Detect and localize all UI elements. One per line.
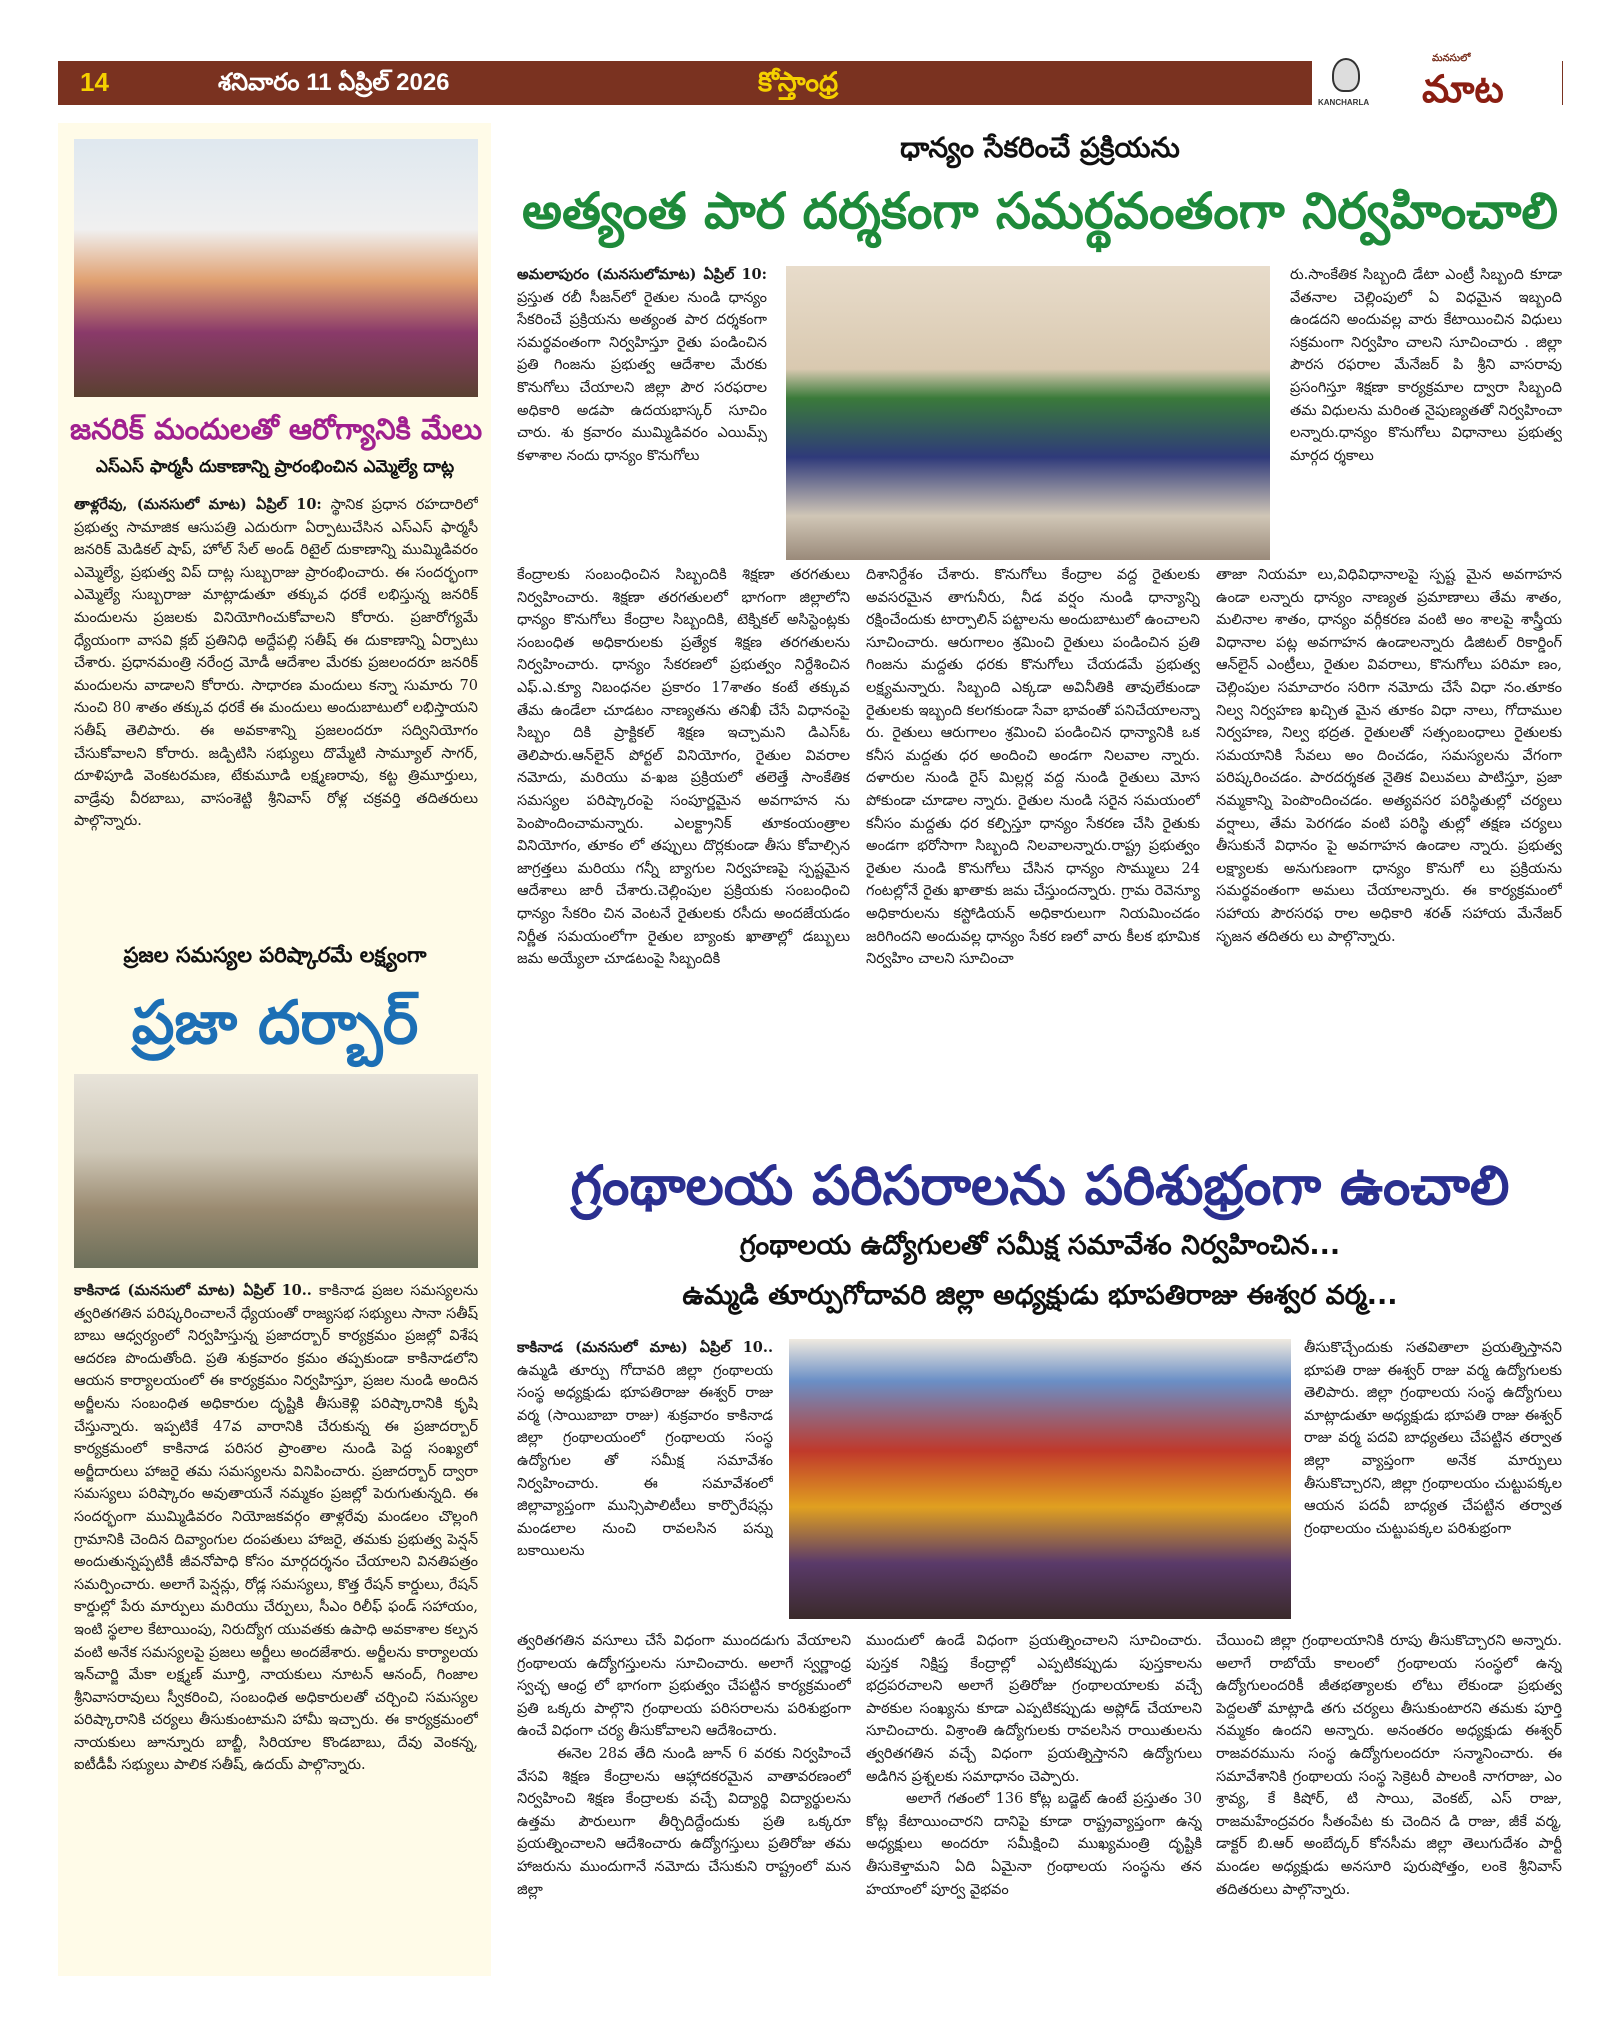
library-felicitation-photo	[789, 1339, 1291, 1619]
grain-col3-bottom: తాజా నియమా లు,విధివిధానాలపై స్పష్ట మైన అవగాహన ఉండా లన్నారు ధాన్యం నాణ్యత ప్రమాణాలు తేమ శాతం, మలినాల శాతం, ధాన్యం వర్గీకరణ వంటి అం శాలపై శాస్త్రీయ విధానాల పట్ల అవగాహన ఉండాలన్నారు డిజిటల్ రికార్డింగ్ ఆన్‌లైన్ ఎంట్రీలు, రైతుల వివరాలు, కొనుగోలు పరిమా ణం, చెల్లింపుల సమాచారం సరిగా నమోదు చేసే విధా నం.తూకం నిల్వ నిర్వహణ ఖచ్చిత మైన తూకం విధా నాలు, గోదాముల నిర్వహణ, నిల్వ భద్రత. రైతులతో సత్సంబంధాలు రైతులకు సమయానికి సేవలు అం దించడం, సమస్యలను వేగంగా పరిష్కరించడం. పారదర్శకత నైతిక విలువలు పాటిస్తూ, ప్రజా నమ్మకాన్ని పెంపొందించడం. అత్యవసర పరిస్థితుల్లో చర్యలు వర్షాలు, తేమ పెరగడం వంటి పరిస్థి తుల్లో తక్షణ చర్యలు తీసుకునే విధానం పై అవగాహన ఉండాల న్నారు. ప్రభుత్వ లక్ష్యాలకు అనుగుణంగా ధాన్యం కొనుగో లు ప్రక్రియను సమర్థవంతంగా అమలు చేయాలన్నారు. ఈ కార్యక్రమంలో సహాయ పౌరసరఫ రాల అధికారి శరత్ సహాయ మేనేజర్ సృజన తదితరు లు పాల్గొన్నారు.	[1216, 567, 1562, 945]
library-col1-top	[517, 1337, 773, 1629]
logo-name: మాట	[1422, 69, 1504, 111]
darbar-dateline: కాకినాడ (మనసులో మాట) ఏప్రిల్ 10..	[74, 1282, 312, 1299]
darbar-kicker: ప్రజల సమస్యల పరిష్కారమే లక్ష్యంగా	[123, 943, 427, 967]
founder-portrait-icon	[1332, 58, 1360, 92]
library-col3-bottom: చేయించి జిల్లా గ్రంథాలయానికి రూపు తీసుకొచ్చారని అన్నారు. అలాగే రాబోయే కాలంలో గ్రంథాలయ సంస్థలో ఉన్న ఉద్యోగులందరికీ జీతభత్యాలకు లోటు లేకుండా ప్రభుత్వ పెద్దలతో మాట్లాడి తగు చర్యలు తీసుకుంటారని తమకు పూర్తి నమ్మకం ఉందని అన్నారు. అనంతరం అధ్యక్షుడు ఈశ్వర్ రాజవరమును సంస్థ ఉద్యోగులందరూ సన్మానించారు. ఈ సమావేశానికి గ్రంథాలయ సంస్థ సెక్రెటరీ పాలంకి నాగరాజు, ఎం శ్రావ్య, కే కిషోర్, టి సాయి, వెంకట్, ఎస్ రాజు, రాజమహేంద్రవరం సీతంపేట కు చెందిన డి రాజు, జీకే వర్మ, డాక్టర్ బి.ఆర్ అంబేద్కర్ కోనసీమ జిల్లా తెలుగుదేశం పార్టీ మండల అధ్యక్షుడు అనసూరి పురుషోత్తం, లంకె శ్రీనివాస్ తదితరులు పాల్గొన్నారు.	[1216, 1633, 1562, 1898]
darbar-article-body	[74, 1280, 478, 1960]
grain-col3-top: రు.సాంకేతిక సిబ్బంది డేటా ఎంట్రీ సిబ్బంది కూడా వేతనాల చెల్లింపులో ఏ విధమైన ఇబ్బంది ఉండదని అందువల్ల వారు కేటాయించిన విధులు సక్రమంగా నిర్వహిం చాలని సూచించారు . జిల్లా పౌరస రఫరాల మేనేజర్ పి శ్రీని వాసరావు ప్రసంగిస్తూ శిక్షణా కార్యక్రమాల ద్వారా సిబ్బంది తమ విధులను మరింత నైపుణ్యతతో నిర్వహించా లన్నారు.ధాన్యం కొనుగోలు విధానాలు ప్రభుత్వ మార్గద ర్శకాలు	[1290, 267, 1562, 464]
library-col2-bottom	[866, 1630, 1202, 1970]
issue-date: శనివారం 11 ఏప్రిల్ 2026	[218, 69, 450, 96]
pharmacy-subheadline: ఎస్ఎస్ ఫార్మసీ దుకాణాన్ని ప్రారంభించిన ఎమ్మెల్యే దాట్ల	[95, 457, 455, 477]
library-col1-top-text: ఉమ్మడి తూర్పు గోదావరి జిల్లా గ్రంథాలయ సంస్థ అధ్యక్షుడు భూపతిరాజు ఈశ్వర్ రాజు వర్మ (సాయిబాబా రాజు) శుక్రవారం కాకినాడ జిల్లా గ్రంథాలయంలో గ్రంథాలయ సంస్థ ఉద్యోగుల తో సమీక్ష సమావేశం నిర్వహించారు. ఈ సమావేశంలో జిల్లావ్యాప్తంగా మున్సిపాలిటీలు కార్పొరేషన్లు మండలాల నుంచి రావలసిన పన్ను బకాయిలను	[517, 1362, 773, 1560]
page-header-bar	[58, 61, 1308, 105]
pharmacy-body-text: స్థానిక ప్రధాన రహదారిలో ప్రభుత్వ సామాజిక ఆసుపత్రి ఎదురుగా ఏర్పాటుచేసిన ఎస్ఎస్ ఫార్మసీ జనరిక్ మెడికల్ షాప్, హోల్ సేల్ అండ్ రిటైల్ దుకాణాన్ని ముమ్మిడివరం ఎమ్మెల్యే, ప్రభుత్వ విప్ దాట్ల సుబ్బరాజు ప్రారంభించారు. ఈ సందర్భంగా ఎమ్మెల్యే సుబ్బరాజు మాట్లాడుతూ తక్కువ ధరకే లభిస్తున్న జనరిక్ మందులను ప్రజలకు వినియోగించుకోవాలని కోరారు. ప్రజారోగ్యమే ధ్యేయంగా వాసవి క్లబ్ ప్రతినిధి అద్దేపల్లి సతీష్ ఈ దుకాణాన్ని ఏర్పాటు చేశారు. ప్రధానమంత్రి నరేంద్ర మోడీ ఆదేశాల మేరకు ప్రజలందరూ జనరిక్ మందులను వాడాలని కోరారు. సాధారణ మందులు కన్నా సుమారు 70 నుంచి 80 శాతం తక్కువ ధరకే ఈ మందులు అందుబాటులో లభిస్తాయని సతీష్ తెలిపారు. ఈ అవకాశాన్ని ప్రజలందరూ సద్వినియోగం చేసుకోవాలని కోరారు. జడ్పిటిసి సభ్యులు దొమ్మేటి సామ్యూల్ సాగర్, దూళిపూడి వెంకటరమణ, టేకుమూడి లక్ష్మణరావు, కట్ట త్రిమూర్తులు, వాడ్రేవు వీరబాబు, వాసంశెట్టి శ్రీనివాస్ రోళ్ల చక్రవర్తి తదితరులు పాల్గొన్నారు.	[74, 497, 478, 830]
library-col1-para-1: త్వరితగతిన వసూలు చేసే విధంగా ముందడుగు వేయాలని గ్రంథాలయ ఉద్యోగస్తులను సూచించారు. అలాగే స్వర్ణాంధ్ర స్వచ్ఛ ఆంధ్ర లో భాగంగా ప్రభుత్వం చేపట్టిన కార్యక్రమంలో ప్రతి ఒక్కరు పాల్గొని గ్రంథాలయ పరిసరాలను పరిశుభ్రంగా ఉంచే విధంగా చర్య తీసుకోవాలని ఆదేశించారు.	[517, 1633, 851, 1740]
logo-tag: KANCHARLA	[1318, 98, 1370, 107]
grain-dateline: అమలాపురం (మనసులోమాట) ఏప్రిల్ 10:	[517, 266, 767, 283]
library-subheadline-2: ఉమ్మడి తూర్పుగోదావరి జిల్లా అధ్యక్షుడు భూపతిరాజు ఈశ్వర వర్మ...	[682, 1280, 1398, 1311]
library-dateline: కాకినాడ (మనసులో మాట) ఏప్రిల్ 10..	[517, 1339, 773, 1356]
darbar-body-text: కాకినాడ ప్రజల సమస్యలను త్వరితగతిన పరిష్కరించాలనే ధ్యేయంతో రాజ్యసభ సభ్యులు సానా సతీష్ బాబు ఆధ్వర్యంలో నిర్వహిస్తున్న ప్రజాదర్బార్ కార్యక్రమం ప్రజల్లో విశేష ఆదరణ పొందుతోంది. ప్రతి శుక్రవారం క్రమం తప్పకుండా కాకినాడలోని ఆయన కార్యాలయంలో ఈ కార్యక్రమం నిర్వహిస్తూ, ప్రజల నుండి అందిన అర్జీలను సంబంధిత అధికారుల దృష్టికి తీసుకెళ్లి పరిష్కారానికి కృషి చేస్తున్నారు. ఇప్పటికే 47వ వారానికి చేరుకున్న ఈ ప్రజాదర్బార్ కార్యక్రమంలో కాకినాడ పరిసర ప్రాంతాల నుండి పెద్ద సంఖ్యలో అర్జీదారులు హాజరై తమ సమస్యలను వినిపించారు. ప్రజాదర్బార్ ద్వారా సమస్యలు పరిష్కారం అవుతాయనే నమ్మకం ప్రజల్లో పెరుగుతున్నది. ఈ సందర్భంగా ముమ్మిడివరం నియోజకవర్గం తాళ్లరేవు మండలం చొల్లంగి గ్రామానికి చెందిన దివ్యాంగుల దంపతులు హాజరై, తమకు ప్రభుత్వ పెన్షన్ అందుతున్నప్పటికీ జీవనోపాధి కోసం మార్గదర్శనం చేయాలని వినతిపత్రం సమర్పించారు. అలాగే పెన్షన్లు, రోడ్ల సమస్యలు, కొత్త రేషన్ కార్డులు, రేషన్ కార్డుల్లో పేరు మార్పులు మరియు చేర్పులు, సీఎం రిలీఫ్ ఫండ్ సహాయం, ఇంటి స్థలాల కేటాయింపు, నిరుద్యోగ యువతకు ఉపాధి అవకాశాల కల్పన వంటి అనేక సమస్యలపై ప్రజలు అర్జీలు అందజేశారు. అర్జీలను కార్యాలయ ఇన్‌చార్జి మేకా లక్ష్మణ్ మూర్తి, నాయకులు నూటన్ ఆనంద్, గింజాల శ్రీనివాసరావులు స్వీకరించి, సంబంధిత అధికారులతో చర్చించి సమస్యల పరిష్కారానికి చర్యలు తీసుకుంటామని హామీ ఇచ్చారు. ఈ కార్యక్రమంలో నాయకులు జూన్నూరు బాబ్జీ, సిరియాల కొండబాబు, దేవు వెంకన్న, ఐటీడీపీ సభ్యులు పాలిక సతీష్, ఉదయ్ పాల్గొన్నారు.	[74, 1283, 478, 1774]
darbar-headline: ప్రజా దర్బార్	[131, 988, 419, 1058]
pharmacy-article-body	[74, 494, 478, 924]
library-col3-top: తీసుకొచ్చేందుకు సతవితాలా ప్రయత్నిస్తానని భూపతి రాజు ఈశ్వర్ రాజు వర్మ ఉద్యోగులకు తెలిపారు. జిల్లా గ్రంథాలయ సంస్థ ఉద్యోగులు మాట్లాడుతూ అధ్యక్షుడు భూపతి రాజు ఈశ్వర్ రాజు వర్మ పదవి బాధ్యతలు చేపట్టిన తర్వాత జిల్లా వ్యాప్తంగా అనేక మార్పులు తీసుకొచ్చారని, జిల్లా గ్రంథాలయం చుట్టుపక్కల ఆయన పదవీ బాధ్యత చేపట్టిన తర్వాత గ్రంథాలయం చుట్టుపక్కల పరిశుభ్రంగా	[1304, 1340, 1562, 1537]
grain-headline: అత్యంత పార దర్శకంగా సమర్థవంతంగా నిర్వహించాలి	[521, 182, 1559, 240]
praja-darbar-photo	[74, 1074, 478, 1268]
edition-name: కోస్తాంధ్ర	[758, 67, 839, 97]
grain-training-photo	[786, 266, 1270, 560]
page-number: 14	[80, 67, 109, 97]
library-subheadline-1: గ్రంథాలయ ఉద్యోగులతో సమీక్ష సమావేశం నిర్వహించిన...	[739, 1230, 1341, 1261]
pharmacy-dateline: తాళ్లరేవు, (మనసులో మాట) ఏప్రిల్ 10:	[74, 496, 322, 513]
library-col2-para-2: అలాగే గతంలో 136 కోట్ల బడ్జెట్ ఉంటే ప్రస్తుతం 30 కోట్ల కేటాయించారని దానిపై కూడా రాష్ట్రవ్యాప్తంగా ఉన్న అధ్యక్షులు అందరూ సమీక్షించి ముఖ్యమంత్రి దృష్టికి తీసుకెళ్తామని ఏది ఏమైనా గ్రంథాలయ సంస్థను తన హయాంలో పూర్వ వైభవం	[866, 1791, 1202, 1898]
grain-col2-bottom: దిశానిర్దేశం చేశారు. కొనుగోలు కేంద్రాల వద్ద రైతులకు అవసరమైన తాగునీరు, నీడ వర్షం నుండి ధాన్యాన్ని రక్షించేందుకు టార్పాలిన్ పట్టాలను అందుబాటులో ఉంచాలని సూచించారు. ఆరుగాలం శ్రమించి రైతులు పండించిన ప్రతి గింజను మద్దతు ధరకు కొనుగోలు చేయడమే ప్రభుత్వ లక్ష్యమన్నారు. సిబ్బంది ఎక్కడా అవినీతికి తావులేకుండా రైతులకు ఇబ్బంది కలగకుండా సేవా భావంతో పనిచేయాలన్నా రు. రైతులు ఆరుగాలం శ్రమించి పండించిన ధాన్యానికి ఒక కనీస మద్దతు ధర అందించి అండగా నిలవాల న్నారు. దళారుల నుండి రైస్ మిల్లర్ల వద్ద నుండి రైతులు మోస పోకుండా చూడాల న్నారు. రైతుల నుండి సరైన సమయంలో కనీసం మద్దతు ధర కల్పిస్తూ ధాన్యం సేకరణ చేసి రైతుకు అండగా భరోసాగా సిబ్బంది నిలవాలన్నారు.రాష్ట్ర ప్రభుత్వం రైతుల నుండి కొనుగోలు చేసిన ధాన్యం సొమ్ములు 24 గంటల్లోనే రైతు ఖాతాకు జమ చేస్తుందన్నారు. గ్రామ రెవెన్యూ అధికారులను కస్టోడియన్ అధికారులుగా నియమించడం జరిగిందని అందువల్ల ధాన్యం సేకర ణలో వారు కీలక భూమిక నిర్వహిం చాలని సూచించా	[866, 567, 1200, 968]
newspaper-logo	[1312, 52, 1562, 116]
library-col1-para-2: ఈనెల 28వ తేది నుండి జూన్ 6 వరకు నిర్వహించే వేసవి శిక్షణ కేంద్రాలను ఆహ్లాదకరమైన వాతావరణంలో నిర్వహించి శిక్షణ కేంద్రాలకు వచ్చే విద్యార్థి విద్యార్థులను ఉత్తమ పౌరులుగా తీర్చిదిద్దేందుకు ప్రతి ఒక్కరూ ప్రయత్నించాలని ఆదేశించారు ఉద్యోగస్తులు ప్రతిరోజు తమ హాజరును ముందుగానే నమోదు చేసుకుని రాష్ట్రంలో మన జిల్లా	[517, 1745, 851, 1898]
grain-kicker: ధాన్యం సేకరించే ప్రక్రియను	[900, 131, 1180, 164]
grain-col1-bottom: కేంద్రాలకు సంబంధించిన సిబ్బందికి శిక్షణా తరగతులు నిర్వహించారు. శిక్షణా తరగతులలో భాగంగా జిల్లాలోని ధాన్యం కొనుగోలు కేంద్రాల సిబ్బందికి, టెక్నికల్ అసిస్టెంట్లకు సంబంధిత అధికారులకు ప్రత్యేక శిక్షణ తరగతులను నిర్వహించారు. ధాన్యం సేకరణలో ప్రభుత్వం నిర్దేశించిన ఎఫ్.ఎ.క్యూ నిబంధనల ప్రకారం 17శాతం కంటే తక్కువ తేమ ఉండేలా చూడటం నాణ్యతను తనిఖీ చేసే విధానంపై సిబ్బం దికి ప్రాక్టికల్ శిక్షణ ఇచ్చామని డిఎస్ఓ తెలిపారు.ఆన్‌లైన్ పోర్టల్ వినియోగం, రైతుల వివరాల నమోదు, మరియు వ-ఖజ ప్రక్రియలో తలెత్తే సాంకేతిక సమస్యల పరిష్కారంపై సంపూర్ణమైన అవగాహన ను పెంపొందించామన్నారు. ఎలక్ట్రానిక్ తూకంయంత్రాల వినియోగం, తూకం లో తప్పులు దొర్లకుండా తీసు కోవాల్సిన జాగ్రత్తలు మరియు గన్నీ బ్యాగుల నిర్వహణపై స్పష్టమైన ఆదేశాలు జారీ చేశారు.చెల్లింపుల ప్రక్రియకు సంబంధించి ధాన్యం సేకరిం చిన వెంటనే రైతులకు రసీదు అందజేయడం నిర్ణీత సమయంలోగా రైతుల బ్యాంకు ఖాతాల్లో డబ్బులు జమ అయ్యేలా చూడటంపై సిబ్బందికి	[517, 567, 850, 968]
logo-prefix: మనసులో	[1432, 53, 1471, 64]
pharmacy-inauguration-photo	[74, 139, 478, 397]
library-headline: గ్రంథాలయ పరిసరాలను పరిశుభ్రంగా ఉంచాలి	[570, 1154, 1510, 1217]
grain-col1-top	[517, 264, 767, 560]
library-col1-bottom	[517, 1630, 851, 1970]
pharmacy-headline: జనరిక్ మందులతో ఆరోగ్యానికి మేలు	[70, 412, 483, 446]
grain-col1-top-text: ప్రస్తుత రబీ సీజన్‌లో రైతుల నుండి ధాన్యం సేకరించే ప్రక్రియను అత్యంత పార దర్శకంగా సమర్థవంతంగా నిర్వహిస్తూ రైతు పండించిన ప్రతి గింజను ప్రభుత్వ ఆదేశాల మేరకు కొనుగోలు చేయాలని జిల్లా పౌర సరఫరాల అధికారి అడపా ఉదయభాస్కర్ సూచిం చారు. శు క్రవారం ముమ్మిడివరం ఎయిమ్స్ కళాశాల నందు ధాన్యం కొనుగోలు	[517, 289, 767, 464]
library-col2-para-1: ముందులో ఉండే విధంగా ప్రయత్నించాలని సూచించారు. పుస్తక నిక్షిప్త కేంద్రాల్లో ఎప్పటికప్పుడు పుస్తకాలను భద్రపరచాలని అలాగే ప్రతిరోజు గ్రంథాలయాలకు వచ్చే పాఠకుల సంఖ్యను కూడా ఎప్పటికప్పుడు అప్లోడ్ చేయాలని సూచించారు. విశ్రాంతి ఉద్యోగులకు రావలసిన రాయితులను త్వరితగతిన వచ్చే విధంగా ప్రయత్నిస్తానని ఉద్యోగులు అడిగిన ప్రశ్నలకు సమాధానం చెప్పారు.	[866, 1633, 1202, 1785]
